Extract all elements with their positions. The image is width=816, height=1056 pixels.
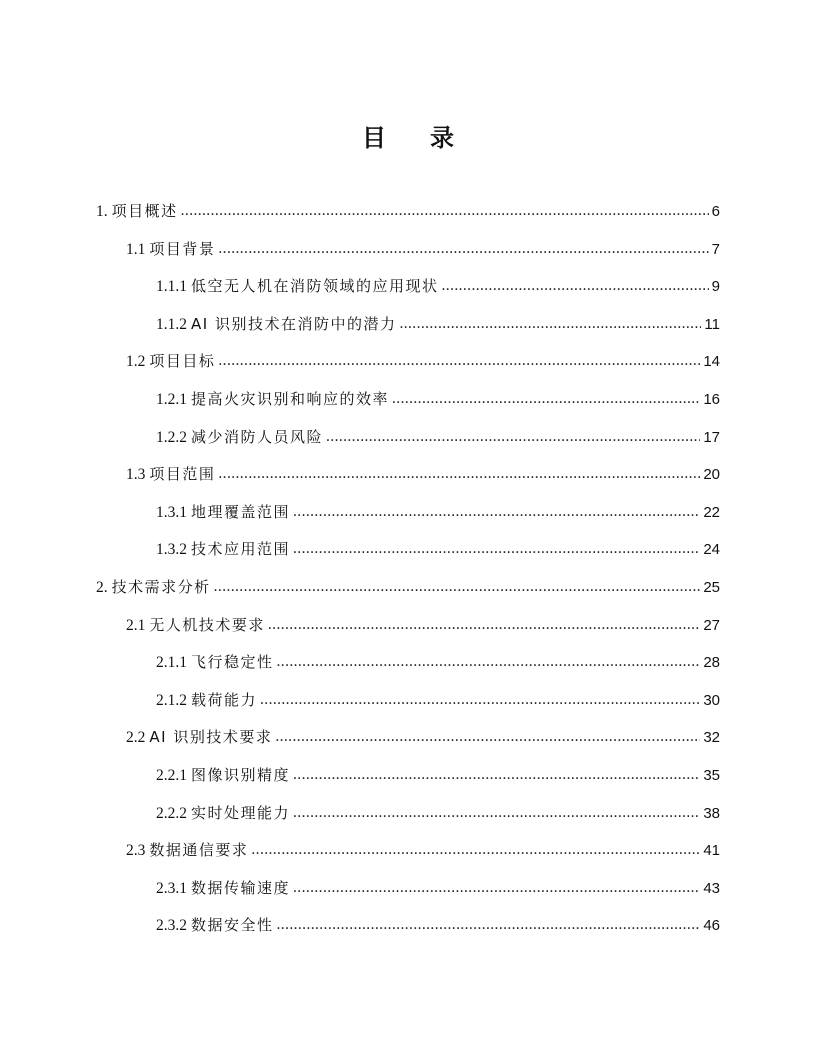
toc-entry-page-number: 14	[703, 353, 720, 371]
toc-dot-leader	[399, 311, 701, 337]
toc-entry-title: 数据安全性	[191, 916, 274, 935]
toc-entry-page-number: 27	[703, 616, 720, 634]
toc-dot-leader	[293, 536, 700, 562]
toc-entry-title: 技术应用范围	[191, 540, 291, 559]
toc-entry[interactable]	[156, 649, 720, 675]
toc-entry-number: 1.2.1	[156, 391, 187, 408]
toc-dot-leader	[277, 649, 701, 675]
toc-entry-title: 技术需求分析	[111, 578, 211, 596]
toc-entry-page-number: 25	[703, 579, 720, 596]
toc-entry[interactable]	[126, 236, 720, 262]
toc-entry-number: 2.1	[126, 616, 146, 634]
toc-entry-page-number: 35	[703, 767, 720, 784]
toc-entry-number: 1.1.1	[156, 278, 187, 296]
toc-entry[interactable]	[156, 499, 720, 525]
toc-entry-page-number: 38	[703, 804, 720, 822]
toc-dot-leader	[251, 837, 700, 863]
toc-dot-leader	[218, 348, 700, 374]
toc-dot-leader	[268, 612, 700, 638]
toc-entry-title: AI 识别技术要求	[149, 728, 273, 747]
toc-dot-leader	[293, 499, 700, 525]
toc-entry[interactable]	[156, 875, 720, 901]
toc-entry-title: 实时处理能力	[191, 803, 291, 822]
toc-dot-leader	[392, 386, 700, 412]
toc-dot-leader	[326, 424, 700, 450]
toc-entry-title: 项目背景	[149, 239, 216, 258]
toc-entry[interactable]	[156, 912, 720, 938]
toc-entry-title: 低空无人机在消防领域的应用现状	[191, 277, 439, 296]
toc-entry[interactable]	[156, 536, 720, 562]
toc-entry-title: 数据传输速度	[191, 878, 291, 897]
toc-entry[interactable]	[156, 687, 720, 713]
toc-entry-title: 地理覆盖范围	[191, 502, 291, 521]
toc-entry-number: 2.3.2	[156, 917, 187, 935]
toc-entry-title: 提高火灾识别和响应的效率	[191, 390, 390, 408]
toc-dot-leader	[260, 687, 700, 713]
toc-dot-leader	[218, 236, 708, 262]
toc-entry-title: 飞行稳定性	[191, 653, 274, 672]
toc-entry[interactable]	[126, 348, 720, 374]
toc-entry-page-number: 11	[704, 315, 720, 333]
toc-entry-title: 无人机技术要求	[149, 615, 265, 634]
toc-entry-page-number: 30	[703, 691, 720, 709]
toc-entry[interactable]	[126, 461, 720, 487]
toc-entry[interactable]	[156, 424, 720, 450]
toc-entry-page-number: 41	[703, 842, 720, 860]
toc-entry-title: 项目目标	[149, 352, 216, 371]
toc-dot-leader	[277, 912, 701, 938]
toc-entry-page-number: 6	[711, 203, 720, 220]
toc-entry[interactable]	[126, 837, 720, 863]
toc-entry[interactable]	[156, 273, 720, 299]
toc-entry-number: 1.2	[126, 353, 146, 371]
toc-entry-page-number: 9	[711, 278, 720, 296]
toc-entry-page-number: 7	[711, 240, 720, 258]
toc-entry-number: 1.3	[126, 466, 146, 484]
toc-entry-number: 1.1	[126, 240, 146, 258]
toc-entry[interactable]	[156, 762, 720, 788]
toc-entry-number: 2.	[96, 579, 108, 596]
toc-entry-title: 项目概述	[111, 202, 178, 220]
toc-entry-title: 图像识别精度	[191, 766, 291, 784]
toc-dot-leader	[442, 273, 709, 299]
toc-entry-page-number: 22	[703, 503, 720, 521]
toc-entry[interactable]	[156, 311, 720, 337]
toc-entry[interactable]	[96, 574, 720, 600]
toc-entry-page-number: 28	[703, 654, 720, 672]
toc-entry[interactable]	[156, 386, 720, 412]
toc-entry-number: 1.1.2	[156, 315, 187, 333]
toc-dot-leader	[275, 724, 700, 750]
toc-entry[interactable]	[156, 800, 720, 826]
toc-entry-page-number: 43	[703, 879, 720, 897]
page-title-part2: 录	[430, 124, 454, 152]
toc-entry-page-number: 17	[703, 428, 720, 446]
toc-entry[interactable]	[126, 724, 720, 750]
toc-entry-number: 2.1.1	[156, 654, 187, 672]
toc-entry-title: AI 识别技术在消防中的潜力	[191, 314, 397, 333]
toc-entry-page-number: 46	[703, 917, 720, 935]
toc-entry-page-number: 32	[703, 729, 720, 747]
toc-dot-leader	[214, 574, 701, 600]
toc-entry[interactable]	[96, 198, 720, 224]
toc-entry-number: 1.2.2	[156, 428, 187, 446]
toc-entry-number: 2.2	[126, 729, 146, 747]
toc-entry-number: 2.2.2	[156, 804, 187, 822]
toc-entry-number: 2.3	[126, 842, 146, 860]
toc-entry-title: 载荷能力	[191, 690, 258, 709]
toc-entry-title: 减少消防人员风险	[191, 427, 324, 446]
toc-entry-title: 数据通信要求	[149, 841, 249, 860]
toc-dot-leader	[293, 762, 700, 788]
toc-entry-title: 项目范围	[149, 465, 216, 484]
page-title	[0, 118, 816, 153]
toc-entry-number: 1.3.2	[156, 541, 187, 559]
toc-entry-page-number: 24	[703, 541, 720, 559]
toc-dot-leader	[293, 875, 700, 901]
toc-entry-page-number: 16	[703, 391, 720, 408]
toc-entry[interactable]	[126, 612, 720, 638]
page-title-part1: 目	[362, 124, 386, 152]
toc-entry-number: 1.	[96, 203, 108, 220]
toc-dot-leader	[293, 800, 700, 826]
toc-entry-number: 1.3.1	[156, 503, 187, 521]
toc-dot-leader	[218, 461, 700, 487]
toc-dot-leader	[181, 198, 709, 224]
toc-entry-number: 2.2.1	[156, 767, 187, 784]
toc-entry-number: 2.3.1	[156, 879, 187, 897]
toc-entry-page-number: 20	[703, 466, 720, 484]
toc-entry-number: 2.1.2	[156, 691, 187, 709]
